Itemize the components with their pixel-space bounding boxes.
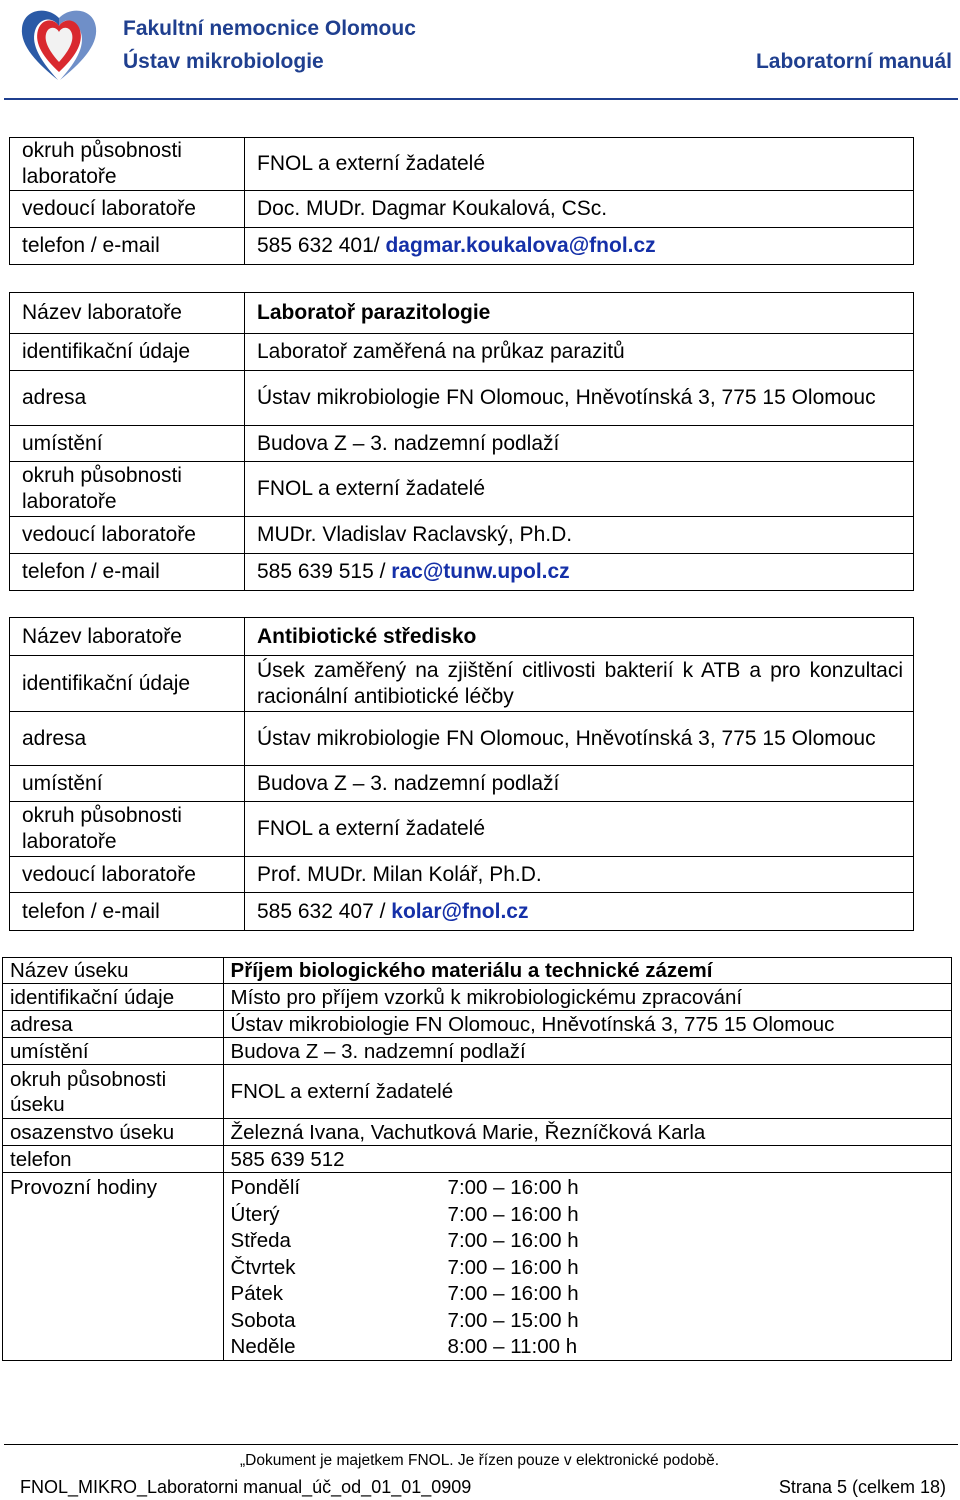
head-label: vedoucí laboratoře — [10, 517, 245, 554]
lab-name: Laboratoř parazitologie — [257, 301, 491, 324]
address-value: Ústav mikrobiologie FN Olomouc, Hněvotínská 3, 775 15 Olomouc — [223, 1011, 951, 1038]
day-label: Sobota — [230, 1308, 296, 1332]
location-label: umístění — [10, 766, 245, 802]
location-value: Budova Z – 3. nadzemní podlaží — [245, 426, 914, 462]
staff-label: osazenstvo úseku — [3, 1119, 224, 1146]
scope-value: FNOL a externí žadatelé — [245, 802, 914, 857]
phone-value: 585 632 407 / — [257, 899, 392, 923]
time-range: 8:00 – 11:00 h — [447, 1335, 578, 1358]
id-label: identifikační údaje — [10, 656, 245, 712]
time-range: 7:00 – 16:00 h — [447, 1202, 579, 1226]
time-range: 7:00 – 16:00 h — [447, 1255, 579, 1279]
location-value: Budova Z – 3. nadzemní podlaží — [223, 1038, 951, 1065]
day-label: Čtvrtek — [230, 1255, 296, 1279]
address-value: Ústav mikrobiologie FN Olomouc, Hněvotínská 3, 775 15 Olomouc — [245, 371, 914, 426]
name-label: Název úseku — [3, 958, 224, 984]
head-value: MUDr. Vladislav Raclavský, Ph.D. — [245, 517, 914, 554]
footer-divider — [4, 1444, 958, 1445]
address-value: Ústav mikrobiologie FN Olomouc, Hněvotínská 3, 775 15 Olomouc — [245, 712, 914, 766]
id-value: Laboratoř zaměřená na průkaz parazitů — [245, 334, 914, 371]
location-label: umístění — [3, 1038, 224, 1065]
lab-table-antibiotic — [9, 617, 914, 931]
hours-label: Provozní hodiny — [3, 1173, 224, 1361]
staff-value: Železná Ivana, Vachutková Marie, Řezníčková Karla — [223, 1119, 951, 1146]
scope-label: okruh působnosti laboratoře — [10, 462, 245, 517]
lab-table-parasitology — [9, 292, 914, 591]
location-label: umístění — [10, 426, 245, 462]
scope-label: okruh působnosti úseku — [3, 1065, 224, 1119]
id-value: Místo pro příjem vzorků k mikrobiologickému zpracování — [223, 984, 951, 1011]
contact-label: telefon / e-mail — [10, 228, 245, 265]
hospital-logo-icon — [18, 6, 100, 84]
day-label: Středa — [230, 1229, 291, 1252]
email-link[interactable]: kolar@fnol.cz — [391, 899, 529, 923]
contact-value — [245, 554, 914, 591]
email-link[interactable]: dagmar.koukalova@fnol.cz — [385, 234, 656, 257]
organization-name: Fakultní nemocnice Olomouc — [123, 17, 416, 40]
head-value: Prof. MUDr. Milan Kolář, Ph.D. — [245, 857, 914, 893]
phone-value: 585 639 512 — [223, 1146, 951, 1173]
phone-label: telefon — [3, 1146, 224, 1173]
phone-value: 585 632 401/ — [257, 234, 386, 257]
address-label: adresa — [10, 371, 245, 426]
contact-label: telefon / e-mail — [10, 554, 245, 591]
time-range: 7:00 – 16:00 h — [447, 1229, 579, 1252]
header-divider — [4, 98, 958, 100]
id-label: identifikační údaje — [10, 334, 245, 371]
phone-value: 585 639 515 / — [257, 560, 392, 583]
head-value: Doc. MUDr. Dagmar Koukalová, CSc. — [245, 191, 914, 228]
scope-value: FNOL a externí žadatelé — [223, 1065, 951, 1119]
name-label: Název laboratoře — [10, 293, 245, 334]
location-value: Budova Z – 3. nadzemní podlaží — [245, 766, 914, 802]
opening-hours-list — [231, 1175, 951, 1360]
address-label: adresa — [3, 1011, 224, 1038]
section-table-reception — [2, 957, 952, 1361]
time-range: 7:00 – 15:00 h — [447, 1308, 579, 1332]
time-range: 7:00 – 16:00 h — [447, 1176, 579, 1199]
document-code: FNOL_MIKRO_Laboratorni manual_úč_od_01_01_0909 — [20, 1477, 472, 1497]
day-label: Neděle — [230, 1335, 296, 1358]
contact-value — [245, 228, 914, 265]
scope-label: okruh působnosti laboratoře — [10, 802, 245, 857]
contact-value — [245, 893, 914, 931]
address-label: adresa — [10, 712, 245, 766]
footer-note: „Dokument je majetkem FNOL. Je řízen pouze v elektronické podobě. — [240, 1452, 720, 1469]
head-label: vedoucí laboratoře — [10, 857, 245, 893]
section-name: Příjem biologického materiálu a technické zázemí — [230, 959, 713, 982]
document-title: Laboratorní manuál — [755, 50, 952, 73]
day-label: Pátek — [230, 1282, 283, 1305]
page-number: Strana 5 (celkem 18) — [778, 1477, 946, 1497]
day-label: Úterý — [230, 1202, 280, 1226]
lab-name: Antibiotické středisko — [257, 624, 477, 648]
lab-table-continued — [9, 137, 914, 265]
time-range: 7:00 – 16:00 h — [447, 1282, 579, 1305]
department-name: Ústav mikrobiologie — [123, 50, 324, 73]
scope-value: FNOL a externí žadatelé — [245, 138, 914, 191]
scope-value: FNOL a externí žadatelé — [245, 462, 914, 517]
name-label: Název laboratoře — [10, 618, 245, 656]
id-label: identifikační údaje — [3, 984, 224, 1011]
contact-label: telefon / e-mail — [10, 893, 245, 931]
id-value: Úsek zaměřený na zjištění citlivosti bakterií k ATB a pro konzultaci racionální antibiotické léčby — [245, 656, 914, 712]
page-header — [0, 0, 960, 102]
scope-label: okruh působnosti laboratoře — [10, 138, 245, 191]
day-label: Pondělí — [230, 1176, 301, 1199]
head-label: vedoucí laboratoře — [10, 191, 245, 228]
email-link[interactable]: rac@tunw.upol.cz — [391, 560, 570, 583]
